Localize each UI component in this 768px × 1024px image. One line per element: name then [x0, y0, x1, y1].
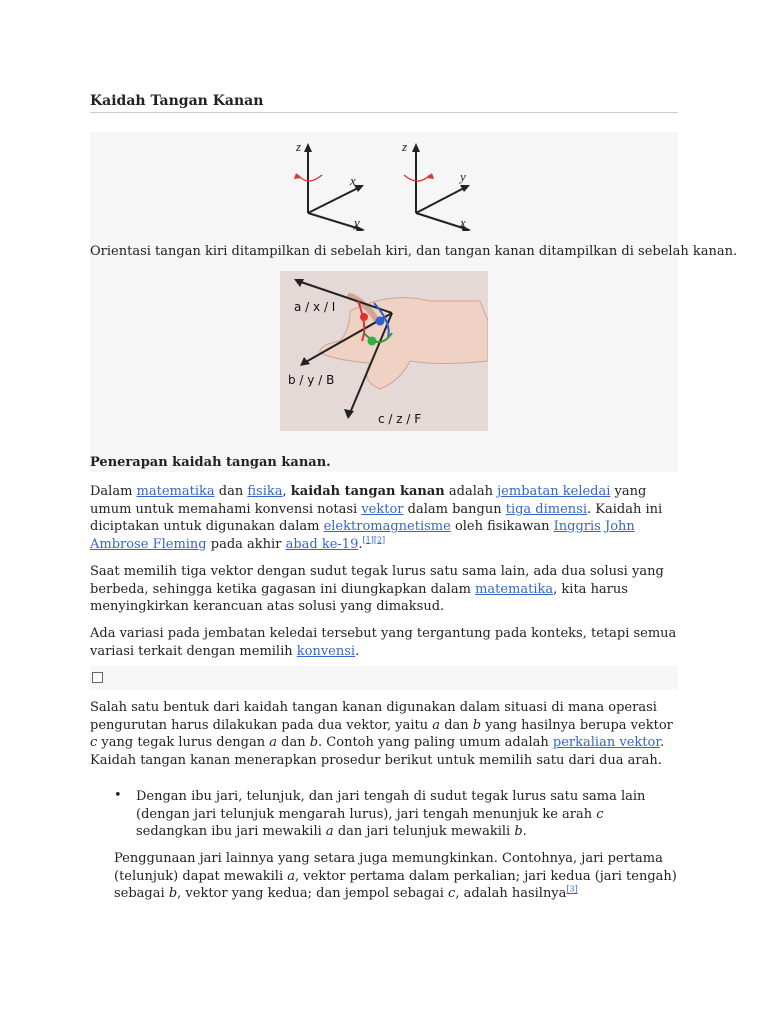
ref-link-2[interactable]: [2] — [373, 535, 386, 545]
math-var: c — [90, 735, 98, 750]
link-matematika-2[interactable]: matematika — [475, 581, 554, 597]
link-perkalian-vektor[interactable]: perkalian vektor — [552, 735, 661, 750]
text: , kita harus menyingkirkan kerancuan atas solusi yang dimaksud. — [90, 581, 628, 614]
text: sedangkan ibu jari mewakili — [136, 824, 326, 839]
page-title: Kaidah Tangan Kanan — [90, 93, 678, 113]
photo-label-c: c / z / F — [378, 412, 422, 426]
ref-link-1[interactable]: [1] — [362, 535, 374, 545]
math-var: b — [472, 717, 482, 733]
paragraph-intro — [90, 483, 678, 553]
text: adalah — [444, 484, 498, 499]
paragraph-solutions — [90, 563, 678, 616]
axes-diagram — [288, 135, 474, 231]
math-var: b — [514, 824, 523, 839]
photo-label-a: a / x / I — [294, 300, 336, 314]
text: , vektor pertama dalam perkalian; jari kedua (jari tengah) sebagai — [114, 868, 677, 901]
paragraph-other-fingers — [114, 850, 678, 903]
math-var: a — [432, 717, 441, 733]
math-var: c — [596, 806, 604, 822]
math-var: a — [269, 735, 277, 750]
link-tiga-dimensi[interactable]: tiga dimensi — [505, 501, 588, 517]
axis-label-z-left: z — [296, 139, 302, 154]
text: dan — [440, 717, 473, 733]
hand-photo — [280, 271, 488, 431]
bullet-icon: • — [114, 788, 122, 803]
axis-label-x-left: x — [350, 173, 356, 188]
link-jembatan-keledai[interactable]: jembatan keledai — [497, 484, 611, 499]
text: Salah satu bentuk dari kaidah tangan kanan digunakan dalam situasi di mana operasi pengurutan harus dilakukan pada dua vektor, yaitu — [90, 700, 657, 733]
ref-link-3[interactable]: [3] — [566, 884, 578, 894]
text: pada akhir — [206, 536, 286, 552]
math-var: b — [168, 886, 178, 901]
figure-box — [90, 132, 738, 472]
hand-illustration — [280, 271, 488, 431]
axis-label-x-right: x — [460, 215, 466, 230]
text: . Contoh yang paling umum adalah — [318, 735, 553, 750]
collapsed-section[interactable] — [90, 666, 678, 690]
list-item — [116, 788, 678, 841]
text: yang umum untuk memahami konvensi notasi — [90, 484, 647, 517]
photo-label-b: b / y / B — [288, 373, 335, 387]
text: oleh fisikawan — [450, 519, 554, 534]
text: Dalam — [90, 484, 137, 499]
axis-label-y-left: y — [354, 215, 360, 230]
math-var: b — [309, 735, 319, 750]
text: . — [522, 824, 527, 839]
text: . — [358, 536, 363, 552]
text: . — [355, 643, 360, 659]
text: Penggunaan jari lainnya yang setara juga memungkinkan. Contohnya, jari pertama (telunjuk) dapat mewakili — [114, 851, 663, 884]
text: yang tegak lurus dengan — [97, 735, 270, 750]
text: . Kaidah tangan kanan menerapkan prosedur berikut untuk memilih satu dari dua arah. — [90, 735, 665, 768]
link-john-ambrose-fleming[interactable]: John Ambrose Fleming — [90, 519, 635, 552]
text: , — [282, 484, 291, 499]
text: , vektor yang kedua; dan jempol sebagai — [177, 886, 449, 901]
paragraph-variations — [90, 625, 678, 660]
text: yang hasilnya berupa vektor — [481, 717, 673, 733]
text: dalam bangun — [403, 501, 506, 517]
text: dan — [277, 735, 310, 750]
math-var: c — [448, 886, 456, 901]
text: . Kaidah ini diciptakan untuk digunakan dalam — [90, 501, 663, 534]
text: , adalah hasilnya — [455, 886, 567, 901]
link-matematika[interactable]: matematika — [136, 484, 215, 499]
link-fisika[interactable]: fisika — [247, 484, 283, 499]
text: Saat memilih tiga vektor dengan sudut tegak lurus satu sama lain, ada dua solusi yang berbeda, sehingga ketika gagasan ini diungkapkan dalam — [90, 564, 664, 597]
paragraph-vector-operation — [90, 699, 678, 769]
text: dan — [214, 484, 248, 499]
text: Ada variasi pada jembatan keledai tersebut yang tergantung pada konteks, tetapi semua variasi terkait dengan memilih — [90, 626, 677, 659]
axis-label-z-right: z — [402, 139, 408, 154]
link-vektor[interactable]: vektor — [361, 501, 404, 517]
link-inggris[interactable]: Inggris — [553, 519, 601, 534]
link-konvensi[interactable]: konvensi — [296, 643, 356, 659]
text: dan jari telunjuk mewakili — [333, 824, 515, 839]
photo-caption: Penerapan kaidah tangan kanan. — [90, 455, 331, 470]
figure-caption: Orientasi tangan kiri ditampilkan di sebelah kiri, dan tangan kanan ditampilkan di sebelah kanan. — [90, 244, 738, 259]
link-abad-ke-19[interactable]: abad ke-19 — [285, 536, 359, 552]
math-var: a — [325, 824, 334, 839]
axis-label-y-right: y — [460, 169, 466, 184]
text: Dengan ibu jari, telunjuk, dan jari tengah di sudut tegak lurus satu sama lain (dengan jari telunjuk mengarah lurus), jari tengah menunjuk ke arah — [136, 789, 646, 822]
bold-term: kaidah tangan kanan — [290, 484, 445, 499]
math-var: a — [287, 868, 296, 884]
link-elektromagnetisme[interactable]: elektromagnetisme — [323, 519, 451, 534]
checkbox-icon[interactable] — [92, 672, 103, 683]
